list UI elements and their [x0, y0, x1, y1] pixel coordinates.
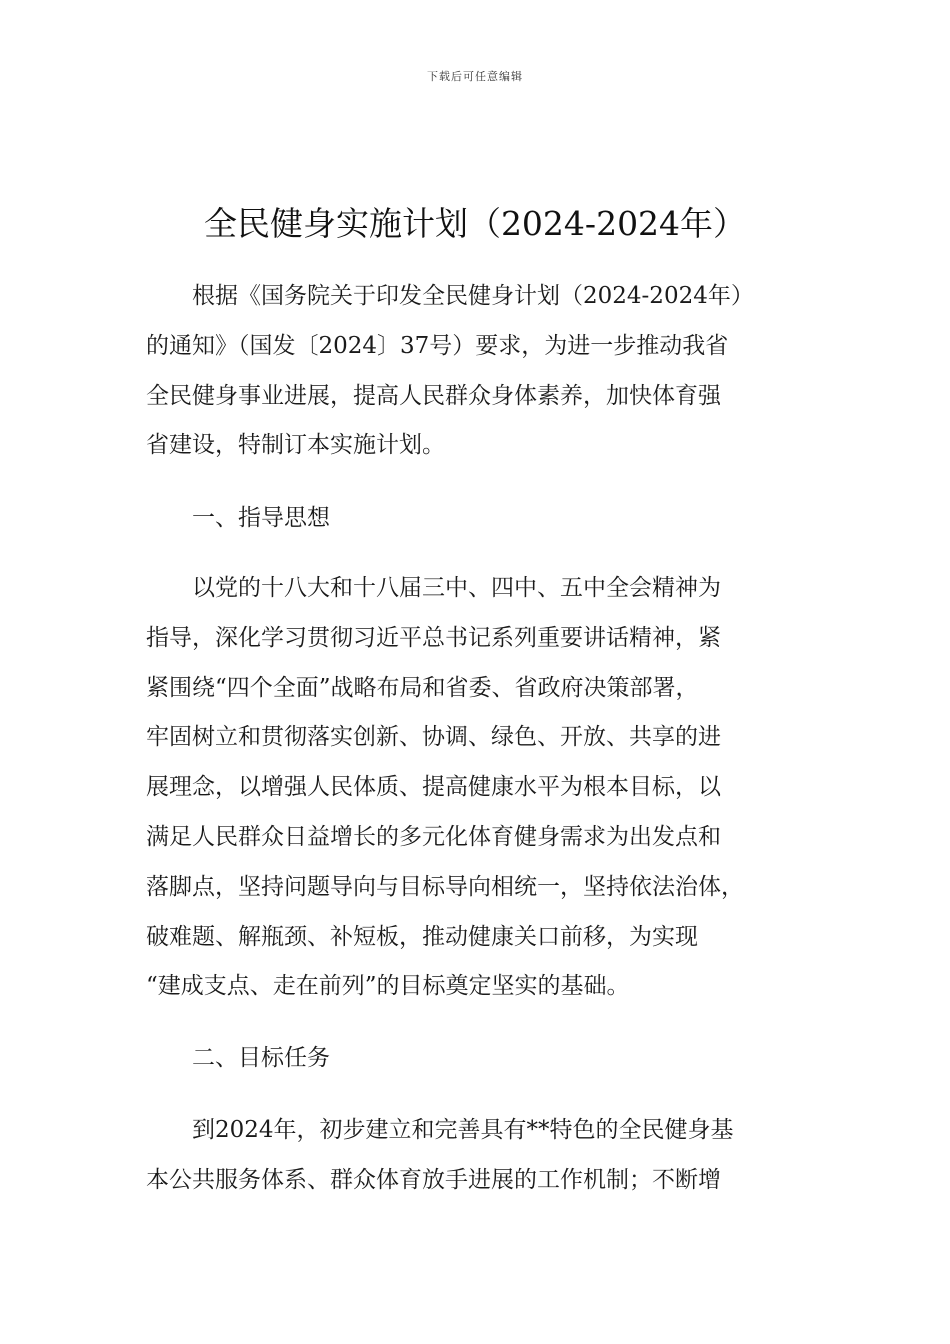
paragraph-guiding-ideology [146, 564, 806, 1012]
paragraph-line: 破难题、解瓶颈、补短板，推动健康关口前移，为实现 [146, 923, 698, 950]
paragraph-line: 落脚点，坚持问题导向与目标导向相统一，坚持依法治体， [146, 873, 744, 900]
paragraph-line: 本公共服务体系、群众体育放手进展的工作机制；不断增 [146, 1166, 721, 1193]
paragraph-line: “建成支点、走在前列”的目标奠定坚实的基础。 [146, 973, 630, 1000]
paragraph-line: 的通知》（国发〔2024〕37号）要求，为进一步推动我省 [146, 332, 729, 359]
paragraph-line: 全民健身事业进展，提高人民群众身体素养，加快体育强 [146, 382, 721, 409]
paragraph-line: 指导，深化学习贯彻习近平总书记系列重要讲话精神，紧 [146, 624, 721, 651]
section-heading-text: 二、目标任务 [146, 1045, 330, 1071]
section-heading-goals-tasks [146, 1034, 806, 1084]
paragraph-line: 牢固树立和贯彻落实创新、协调、绿色、开放、共享的进 [146, 724, 721, 751]
paragraph-line: 以党的十八大和十八届三中、四中、五中全会精神为 [146, 575, 721, 601]
paragraph-line: 到2024年，初步建立和完善具有**特色的全民健身基 [146, 1117, 734, 1143]
document-title: 全民健身实施计划（2024-2024年） [203, 204, 747, 243]
paragraph-line: 紧围绕“四个全面”战略布局和省委、省政府决策部署， [146, 674, 699, 701]
section-heading-guiding-ideology [146, 494, 806, 544]
header-note: 下载后可任意编辑 [427, 70, 523, 83]
paragraph-line: 展理念，以增强人民体质、提高健康水平为根本目标，以 [146, 774, 721, 801]
paragraph-goals-tasks [146, 1106, 806, 1206]
section-heading-text: 一、指导思想 [146, 505, 330, 531]
paragraph-intro [146, 272, 806, 471]
paragraph-line: 根据《国务院关于印发全民健身计划（2024-2024年） [146, 283, 754, 309]
paragraph-line: 省建设，特制订本实施计划。 [146, 432, 445, 459]
paragraph-line: 满足人民群众日益增长的多元化体育健身需求为出发点和 [146, 823, 721, 850]
